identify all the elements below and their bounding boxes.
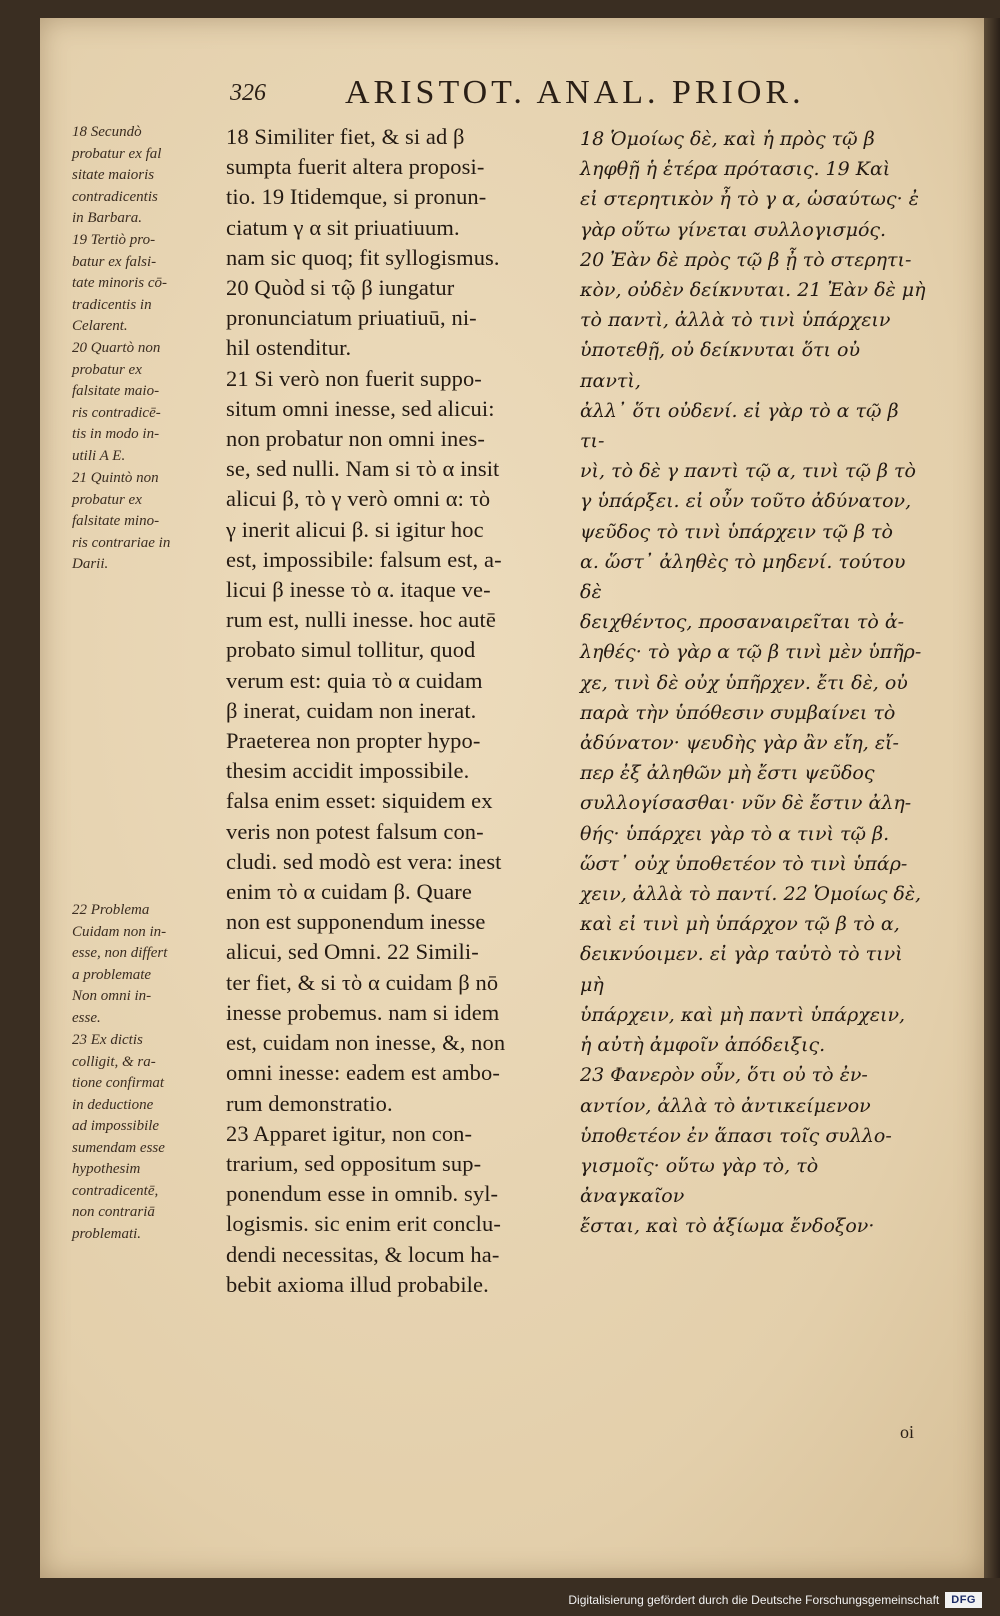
page-number: 326 (230, 80, 266, 106)
page-edge (984, 18, 1000, 1578)
margin-note: 20 Quartò non probatur ex falsitate maio- ris contradicē- tis in modo in- utili A E. (72, 340, 161, 464)
margin-note: 18 Secundò probatur ex fal sitate maioris contradicentis in Barbara. (72, 124, 162, 226)
running-title: ARISTOT. ANAL. PRIOR. (345, 74, 805, 111)
margin-note: 19 Tertiò pro- batur ex falsi- tate minoris cō- tradicentis in Celarent. (72, 232, 167, 334)
greek-text-column: 18 Ὁμοίως δὲ, καὶ ἡ πρὸς τῷ β ληφθῇ ἡ ἑτέρα πρότασις. 19 Καὶ εἰ στερητικὸν ἦ τὸ γ α, ὡσαύτως· ἐ γὰρ οὕτω γίνεται συλλογισμός. 20 Ἐὰν δὲ πρὸς τῷ β ᾖ τὸ στερητι- κὸν, οὐδὲν δείκνυται. 21 Ἐὰν δὲ μὴ τὸ παντὶ, ἀλλὰ τὸ τινὶ ὑπάρχειν ὑποτεθῇ, οὐ δείκνυται ὅτι οὐ παντὶ, ἀλλ᾽ ὅτι οὐδενί. εἰ γὰρ τὸ α τῷ β τι- νὶ, τὸ δὲ γ παντὶ τῷ α, τινὶ τῷ β τὸ γ ὑπάρξει. εἰ οὖν τοῦτο ἀδύνατον, ψεῦδος τὸ τινὶ ὑπάρχειν τῷ β τὸ α. ὥστ᾽ ἀληθὲς τὸ μηδενί. τούτου δὲ δειχθέντος, προσαναιρεῖται τὸ ἀ- ληθές· τὸ γὰρ α τῷ β τινὶ μὲν ὑπῆρ- χε, τινὶ δὲ οὐχ ὑπῆρχεν. ἔτι δὲ, οὐ παρὰ τὴν ὑπόθεσιν συμβαίνει τὸ ἀδύνατον· ψευδὴς γὰρ ἂν εἴη, εἴ- περ ἐξ ἀληθῶν μὴ ἔστι ψεῦδος συλλογίσασθαι· νῦν δὲ ἔστιν ἀλη- θής· ὑπάρχει γὰρ τὸ α τινὶ τῷ β. ὥστ᾽ οὐχ ὑποθετέον τὸ τινὶ ὑπάρ- χειν, ἀλλὰ τὸ παντί. 22 Ὁμοίως δὲ, καὶ εἰ τινὶ μὴ ὑπάρχον τῷ β τὸ α, δεικνύοιμεν. εἰ γὰρ ταὐτὸ τὸ τινὶ μὴ ὑπάρχειν, καὶ μὴ παντὶ ὑπάρχειν, ἡ αὐτὴ ἀμφοῖν ἀπόδειξις. 23 Φανερὸν οὖν, ὅτι οὐ τὸ ἐν- αντίον, ἀλλὰ τὸ ἀντικείμενον ὑποθετέον ἐν ἅπασι τοῖς συλλο- γισμοῖς· οὕτω γὰρ τὸ, τὸ ἀναγκαῖον ἔσται, καὶ τὸ ἀξίωμα ἔνδοξον· (580, 128, 926, 1238)
page-header (0, 74, 1000, 120)
margin-note: 22 Problema Cuidam non in- esse, non differt a problemate Non omni in- esse. (72, 902, 168, 1026)
dfg-logo-icon: DFG (945, 1592, 982, 1608)
footer-credit (568, 1588, 982, 1612)
margin-note: 21 Quintò non probatur ex falsitate mino- ris contrariae in Darii. (72, 470, 171, 572)
signature-mark: oi (900, 1422, 915, 1442)
latin-text-column: 18 Similiter fiet, & si ad β sumpta fuerit altera proposi- tio. 19 Itidemque, si pronun- ciatum γ α sit priuatiuum. nam sic quoq; fit syllogismus. 20 Quòd si τῷ β iungatur pronunciatum priuatiuū, ni- hil ostenditur. 21 Si verò non fuerit suppo- situm omni inesse, sed alicui: non probatur non omni ines- se, sed nulli. Nam si τὸ α insit alicui β, τὸ γ verò omni α: τὸ γ inerit alicui β. si igitur hoc est, impossibile: falsum est, a- licui β inesse τὸ α. itaque ve- rum est, nulli inesse. hoc autē probato simul tollitur, quod verum est: quia τὸ α cuidam β inerat, cuidam non inerat. Praeterea non propter hypo- thesim accidit impossibile. falsa enim esset: siquidem ex veris non potest falsum con- cludi. sed modò est vera: inest enim τὸ α cuidam β. Quare non est supponendum inesse alicui, sed Omni. 22 Simili- ter fiet, & si τὸ α cuidam β nō inesse probemus. nam si idem est, cuidam non inesse, &, non omni inesse: eadem est ambo- rum demonstratio. 23 Apparet igitur, non con- trarium, sed oppositum sup- ponendum esse in omnib. syl- logismis. sic enim erit conclu- dendi necessitas, & locum ha- bebit axioma illud probabile. (226, 124, 506, 1297)
margin-note: 23 Ex dictis colligit, & ra- tione confirmat in deductione ad impossibile sumendam esse hypothesim contradicentē, non contrariā problemati. (72, 1032, 165, 1242)
footer-credit-text: Digitalisierung gefördert durch die Deutsche Forschungsgemeinschaft (568, 1593, 940, 1607)
